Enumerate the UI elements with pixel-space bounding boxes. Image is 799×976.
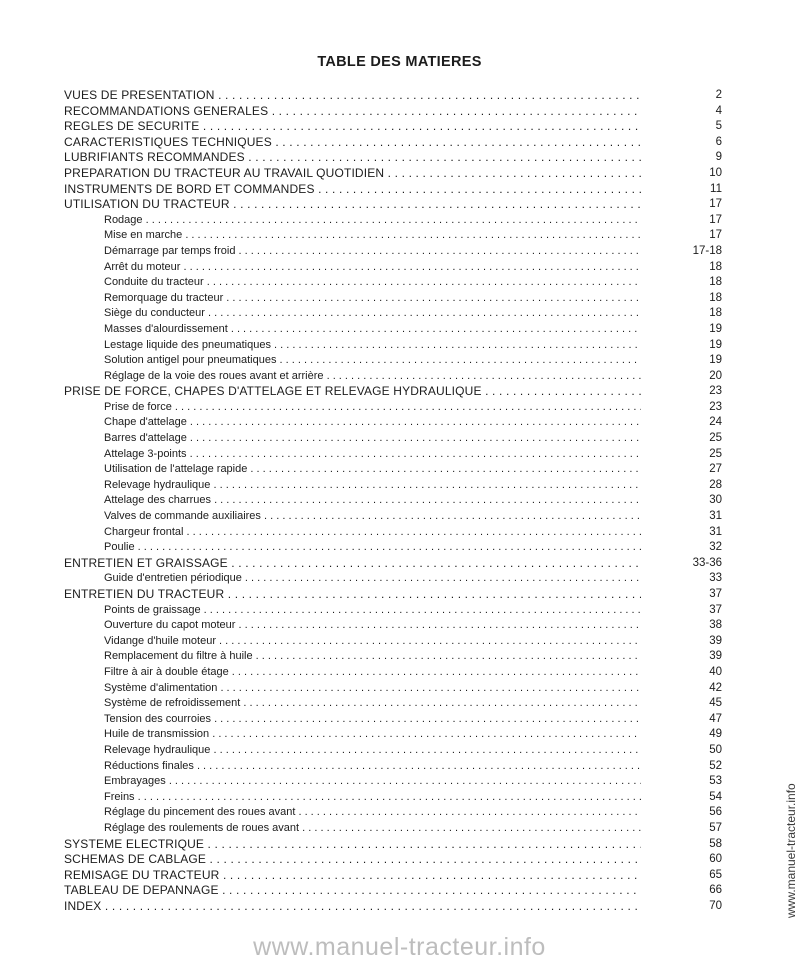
toc-entry [64,150,724,166]
toc-entry-label: Vidange d'huile moteur . . . [104,634,641,650]
toc-entry [64,868,724,884]
toc-entry-page: 33-36 [692,556,722,569]
toc-entry-label: Système de refroidissement . . . [104,696,641,712]
toc-entry-label: VUES DE PRESENTATION . . . [64,88,641,104]
toc-entry-label: Réductions finales . . . [104,759,641,775]
toc-subentry [64,805,724,821]
toc-entry [64,197,724,213]
toc-subentry [64,493,724,509]
toc-entry [64,135,724,151]
toc-entry-label: LUBRIFIANTS RECOMMANDES . . . [64,150,641,166]
toc-entry-page: 39 [709,650,722,663]
toc-subentry [64,260,724,276]
toc-entry-page: 47 [709,712,722,725]
toc-entry-page: 10 [709,166,722,179]
toc-entry-page: 37 [709,588,722,600]
toc-entry-label: Tension des courroies . . . [104,712,641,728]
toc-entry-page: 54 [709,790,722,803]
toc-entry-label: Huile de transmission . . . [104,727,641,743]
toc-entry-label: Relevage hydraulique . . . [104,743,641,759]
toc-entry-page: 37 [709,603,722,616]
toc-entry-label: Rodage . . . [104,213,641,229]
toc-entry-label: TABLEAU DE DEPANNAGE . . . [64,883,641,899]
toc-subentry [64,400,724,416]
toc-entry-page: 65 [709,868,722,881]
toc-entry-label: Valves de commande auxiliaires . . . [104,509,641,525]
toc-entry-label: Remorquage du tracteur . . . [104,291,641,307]
toc-entry-page: 18 [709,307,722,320]
toc-entry [64,556,724,572]
toc-entry-label: Système d'alimentation . . . [104,681,641,697]
toc-subentry [64,415,724,431]
toc-subentry [64,275,724,291]
toc-entry-label: Embrayages . . . [104,774,641,790]
toc-entry-label: ENTRETIEN ET GRAISSAGE . . . [64,556,641,572]
toc-entry-page: 70 [709,899,722,912]
toc-subentry [64,649,724,665]
toc-entry-label: Conduite du tracteur . . . [104,275,641,291]
toc-entry-label: Lestage liquide des pneumatiques . . . [104,338,641,354]
toc-entry [64,119,724,135]
toc-subentry [64,244,724,260]
toc-subentry [64,369,724,385]
toc-entry-page: 45 [709,697,722,710]
toc-entry-label: Réglage de la voie des roues avant et arrière . . . [104,369,641,385]
toc-entry-page: 53 [709,775,722,788]
toc-entry-page: 57 [709,821,722,834]
toc-entry-label: Siège du conducteur . . . [104,306,641,322]
toc-entry-label: INSTRUMENTS DE BORD ET COMMANDES . . . [64,182,641,198]
toc-entry-page: 33 [709,572,722,585]
side-watermark-text: www.manuel-tracteur.info [784,783,798,918]
toc-entry-label: RECOMMANDATIONS GENERALES . . . [64,104,641,120]
toc-entry-label: Freins . . . [104,790,641,806]
toc-subentry [64,540,724,556]
toc-subentry [64,228,724,244]
toc-entry-label: SYSTEME ELECTRIQUE . . . [64,837,641,853]
toc-entry-label: Barres d'attelage . . . [104,431,641,447]
toc-entry-label: Ouverture du capot moteur . . . [104,618,641,634]
toc-subentry [64,665,724,681]
toc-entry-page: 23 [709,400,722,413]
toc-subentry [64,509,724,525]
toc-entry-page: 23 [709,385,722,398]
toc-subentry [64,696,724,712]
toc-entry-page: 17 [709,213,722,226]
toc-entry-label: SCHEMAS DE CABLAGE . . . [64,852,641,868]
toc-entry-label: Chargeur frontal . . . [104,525,641,541]
toc-entry-page: 17-18 [692,244,722,257]
toc-subentry [64,431,724,447]
toc-entry-page: 40 [709,665,722,678]
toc-subentry [64,478,724,494]
toc-subentry [64,338,724,354]
toc-entry-label: CARACTERISTIQUES TECHNIQUES . . . [64,135,641,151]
toc-subentry [64,618,724,634]
toc-entry-page: 42 [709,681,722,694]
toc-entry-label: Remplacement du filtre à huile . . . [104,649,641,665]
page-title: TABLE DES MATIERES [317,54,482,70]
table-of-contents [64,88,724,914]
toc-entry-label: Filtre à air à double étage . . . [104,665,641,681]
toc-entry [64,587,724,603]
toc-entry-label: REGLES DE SECURITE . . . [64,119,641,135]
toc-entry-label: INDEX . . . [64,899,641,915]
toc-subentry [64,759,724,775]
toc-subentry [64,603,724,619]
toc-entry-label: Arrêt du moteur . . . [104,260,641,276]
toc-entry-page: 4 [715,104,722,117]
toc-entry [64,166,724,182]
toc-entry-page: 5 [715,120,722,133]
toc-entry [64,899,724,915]
toc-subentry [64,213,724,229]
toc-entry-page: 18 [709,291,722,304]
toc-entry-label: Relevage hydraulique . . . [104,478,641,494]
toc-entry-page: 52 [709,759,722,772]
toc-subentry [64,525,724,541]
toc-subentry [64,634,724,650]
toc-entry-label: Points de graissage . . . [104,603,641,619]
toc-subentry [64,322,724,338]
toc-subentry [64,306,724,322]
toc-entry-label: Solution antigel pour pneumatiques . . . [104,353,641,369]
toc-entry-page: 38 [709,619,722,632]
toc-entry-page: 31 [709,510,722,523]
toc-subentry [64,571,724,587]
toc-entry [64,104,724,120]
toc-entry-page: 19 [709,354,722,367]
toc-entry-label: Prise de force . . . [104,400,641,416]
toc-subentry [64,790,724,806]
toc-entry-page: 2 [715,89,722,101]
toc-entry [64,88,724,104]
toc-entry-label: Réglage du pincement des roues avant . . . [104,805,641,821]
toc-entry-label: PREPARATION DU TRACTEUR AU TRAVAIL QUOTIDIEN . . . [64,166,641,182]
toc-subentry [64,291,724,307]
toc-entry-page: 6 [715,135,722,148]
toc-entry-page: 18 [709,276,722,289]
toc-entry-page: 11 [710,182,722,195]
toc-entry-page: 18 [709,260,722,273]
toc-entry-page: 58 [709,837,722,850]
toc-entry-label: ENTRETIEN DU TRACTEUR . . . [64,587,641,603]
toc-entry-label: Chape d'attelage . . . [104,415,641,431]
toc-entry-page: 20 [709,369,722,382]
toc-entry-page: 50 [709,743,722,756]
toc-entry-label: Réglage des roulements de roues avant . . . [104,821,641,837]
toc-subentry [64,353,724,369]
toc-subentry [64,447,724,463]
toc-entry-page: 9 [715,151,722,164]
toc-entry-page: 39 [709,634,722,647]
toc-entry-page: 28 [709,478,722,491]
toc-entry-label: REMISAGE DU TRACTEUR . . . [64,868,641,884]
toc-entry-page: 27 [709,463,722,476]
toc-entry-page: 25 [709,447,722,460]
toc-subentry [64,727,724,743]
toc-subentry [64,774,724,790]
toc-entry [64,883,724,899]
toc-entry [64,837,724,853]
toc-entry-label: Masses d'alourdissement . . . [104,322,641,338]
toc-entry-label: PRISE DE FORCE, CHAPES D'ATTELAGE ET RELEVAGE HYDRAULIQUE . . . [64,384,641,400]
toc-entry-page: 19 [709,322,722,335]
toc-entry-label: Poulie . . . [104,540,641,556]
toc-entry-page: 60 [709,853,722,866]
toc-entry [64,852,724,868]
toc-entry [64,384,724,400]
toc-entry-page: 17 [709,229,722,242]
toc-entry-label: Attelage des charrues . . . [104,493,641,509]
toc-entry-label: Démarrage par temps froid . . . [104,244,641,260]
toc-entry-page: 24 [709,416,722,429]
toc-entry-label: Utilisation de l'attelage rapide . . . [104,462,641,478]
toc-entry-label: Mise en marche . . . [104,228,641,244]
toc-entry-page: 31 [709,525,722,538]
toc-subentry [64,681,724,697]
toc-entry-page: 30 [709,494,722,507]
toc-entry-page: 49 [709,728,722,741]
toc-entry [64,182,724,198]
toc-subentry [64,821,724,837]
toc-subentry [64,743,724,759]
toc-entry-label: Attelage 3-points . . . [104,447,641,463]
toc-entry-label: Guide d'entretien périodique . . . [104,571,641,587]
toc-entry-page: 66 [709,884,722,897]
toc-entry-page: 19 [709,338,722,351]
toc-entry-page: 25 [709,432,722,445]
toc-entry-page: 17 [709,198,722,211]
toc-subentry [64,712,724,728]
toc-entry-page: 56 [709,806,722,819]
toc-entry-page: 32 [709,541,722,554]
watermark-text: www.manuel-tracteur.info [253,933,546,961]
toc-subentry [64,462,724,478]
toc-entry-label: UTILISATION DU TRACTEUR . . . [64,197,641,213]
